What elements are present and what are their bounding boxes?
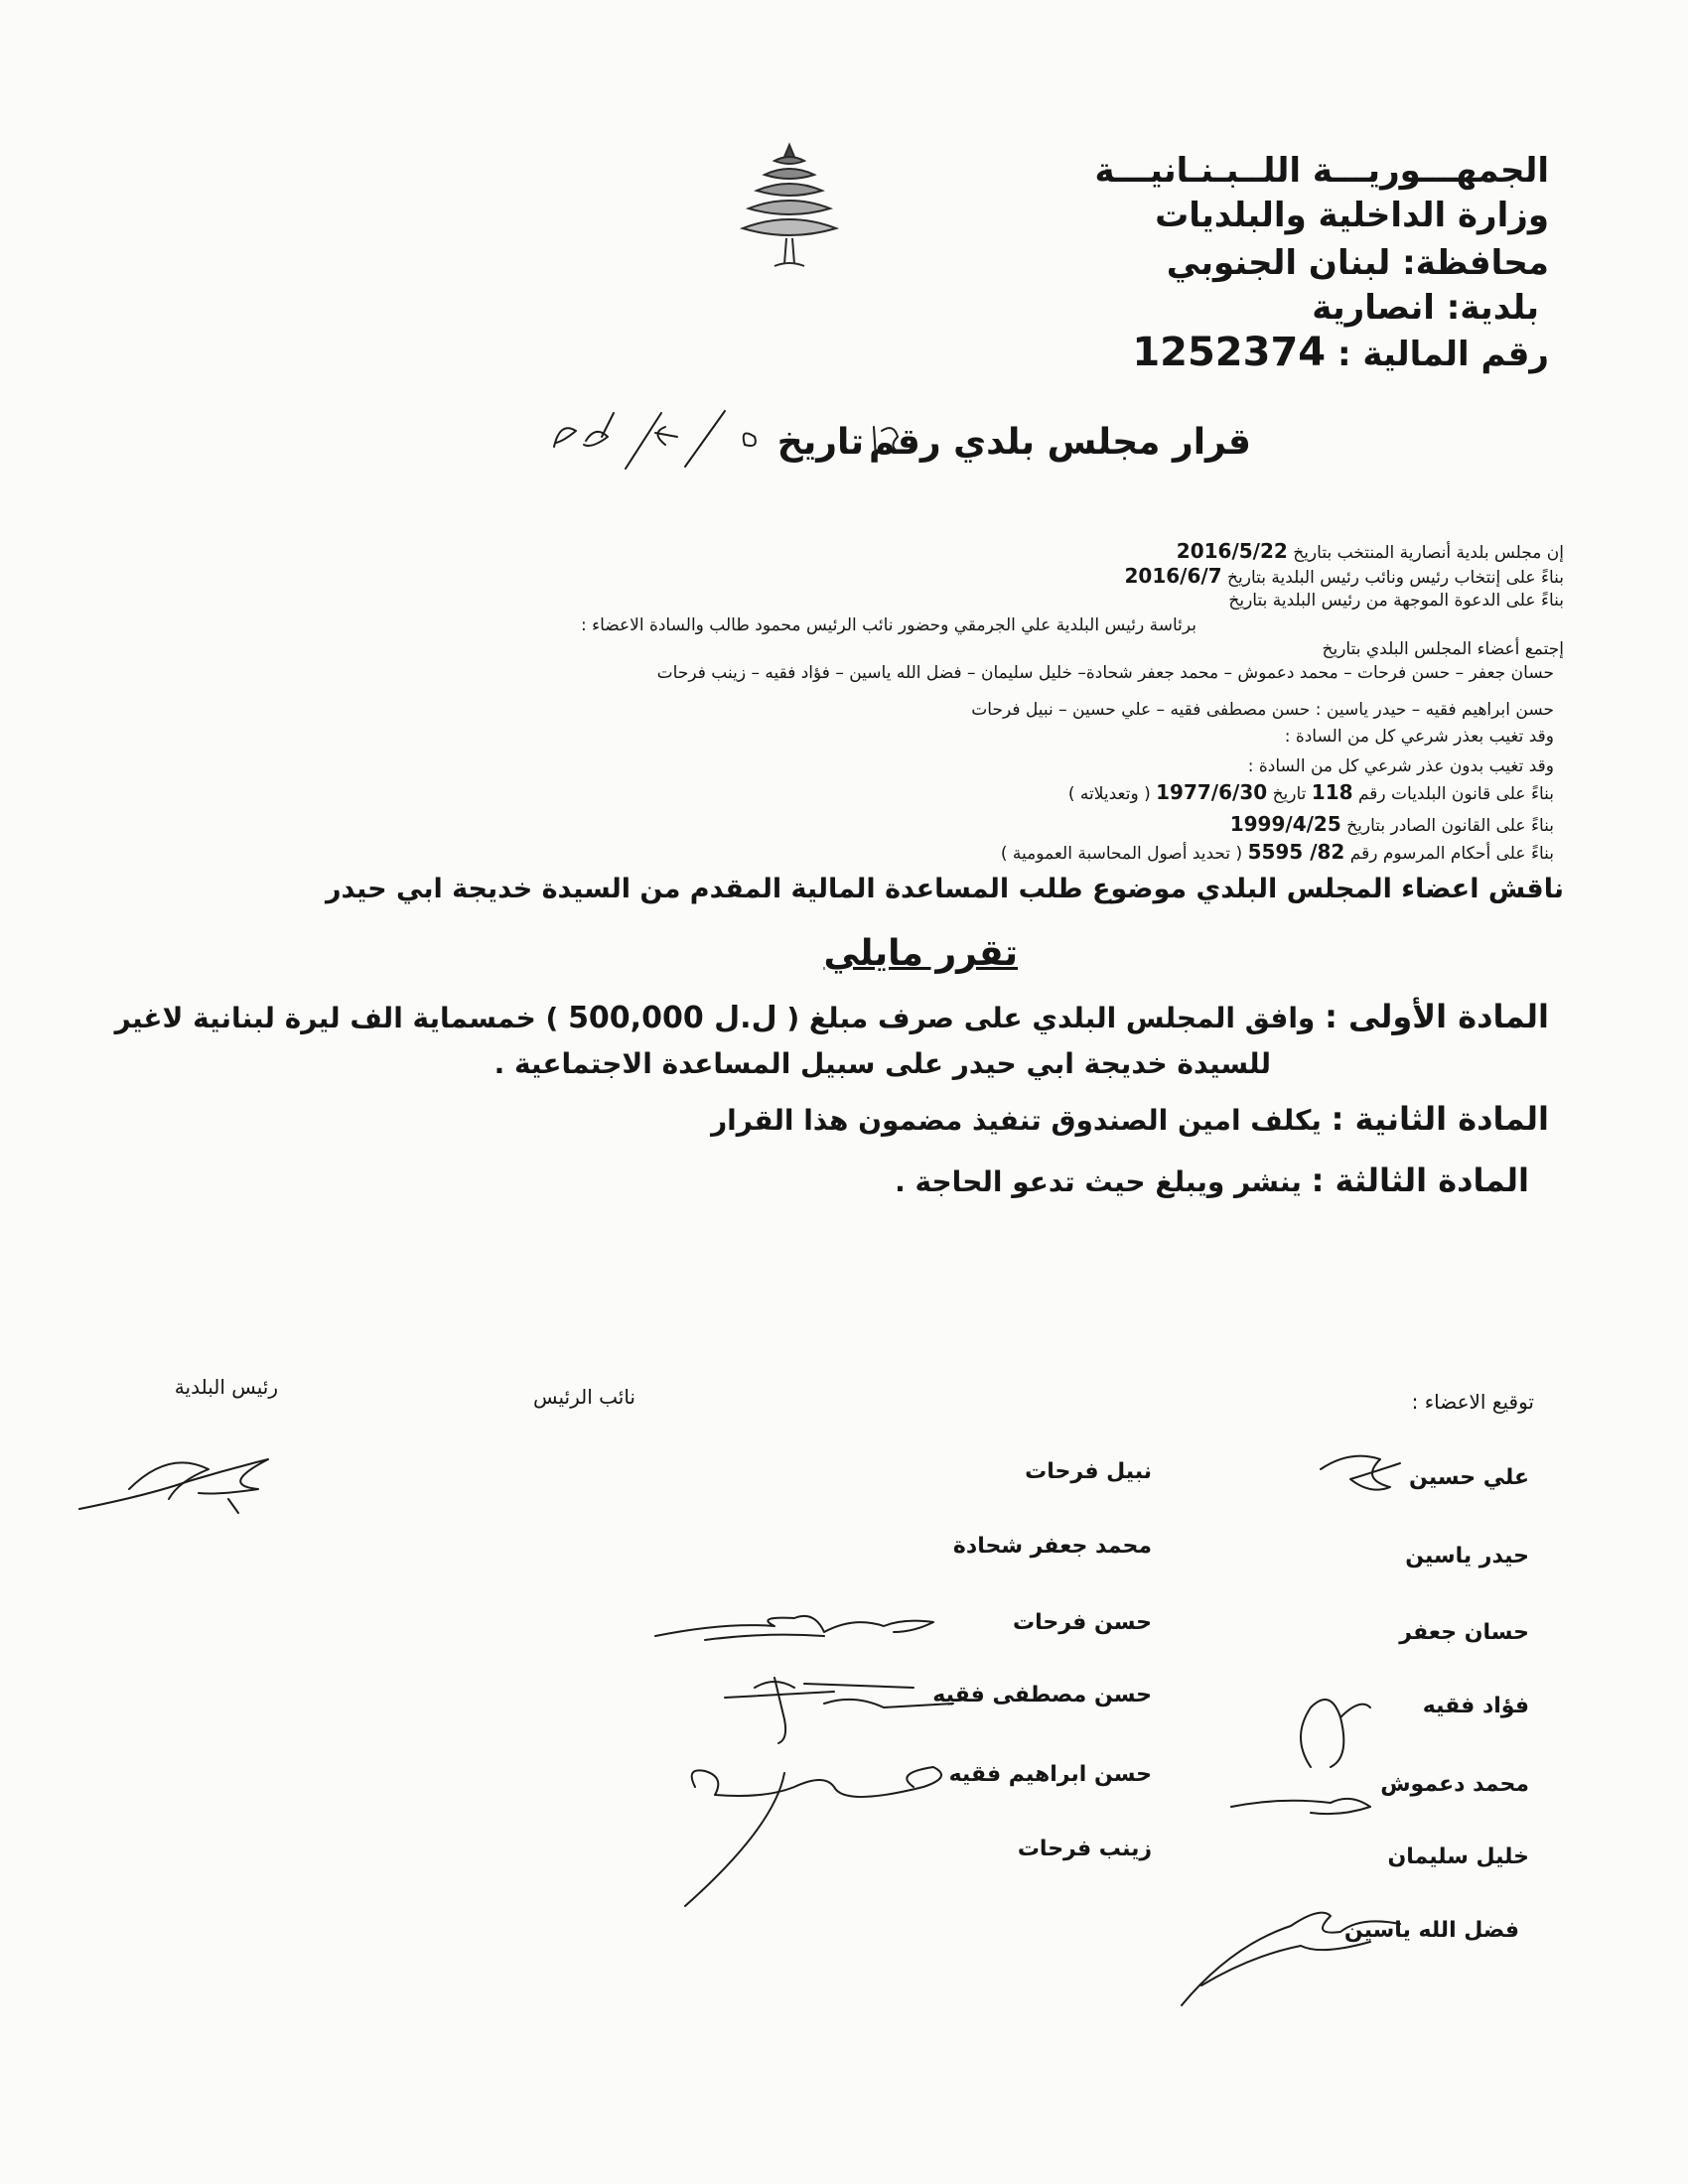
- cedar-emblem-icon: [735, 139, 844, 278]
- member-right-4: فؤاد فقيه: [1422, 1694, 1529, 1718]
- law-1-mid: تاريخ: [1272, 784, 1307, 804]
- article-2-heading: المادة الثانية :: [1331, 1100, 1549, 1138]
- header-municipality: بلدية: انصارية: [1312, 288, 1539, 328]
- article-1-post: ) خمسماية الف ليرة لبنانية لاغير: [114, 1002, 559, 1034]
- article-1-amount: 500,000 ل.ل: [568, 1001, 777, 1035]
- header-ministry: وزارة الداخلية والبلديات: [1155, 196, 1549, 235]
- preamble-line1-date: 2016/5/22: [1176, 539, 1288, 563]
- preamble-line3: بناءً على الدعوة الموجهة من رئيس البلدية بتاريخ: [1228, 591, 1564, 611]
- header-governorate: محافظة: لبنان الجنوبي: [1166, 243, 1549, 283]
- preamble-line2-date: 2016/6/7: [1124, 564, 1222, 588]
- law-1-pre: بناءً على قانون البلديات رقم: [1357, 784, 1554, 804]
- law-1: [1068, 782, 1554, 805]
- signature-fouad-faqih: [1271, 1678, 1390, 1787]
- member-left-6: زينب فرحات: [1017, 1837, 1152, 1861]
- article-1: [115, 998, 1549, 1035]
- header-republic: الجمهـــوريـــة اللــبـنـانيـــة: [1094, 151, 1549, 191]
- decides-heading: تقرر مايلي: [823, 933, 1018, 974]
- preamble-line2: [1125, 566, 1564, 589]
- law-3-num: 82/ 5595: [1247, 840, 1345, 864]
- members-present-1: حسان جعفر – حسن فرحات – محمد دعموش – محمد جعفر شحادة– خليل سليمان – فضل الله ياسين – فؤاد فقيه – زينب فرحات: [656, 663, 1554, 683]
- member-left-2: محمد جعفر شحادة: [952, 1534, 1152, 1559]
- handwritten-date: [546, 397, 794, 477]
- discussion-text: ناقش اعضاء المجلس البلدي موضوع طلب المساعدة المالية المقدم من السيدة خديجة ابي حيدر: [326, 874, 1564, 904]
- decision-title: [869, 422, 1251, 463]
- signature-hassan-farhat: [645, 1596, 963, 1656]
- law-1-num: 118: [1311, 780, 1353, 804]
- law-1-date: 1977/6/30: [1156, 780, 1268, 804]
- law-2-pre: بناءً على القانون الصادر بتاريخ: [1346, 816, 1554, 836]
- article-2: [711, 1100, 1549, 1138]
- members-present-2: حسن ابراهيم فقيه – حيدر ياسين : حسن مصطفى فقيه – علي حسين – نبيل فرحات: [971, 700, 1554, 720]
- law-3-post: ( تحديد أصول المحاسبة العمومية ): [1000, 844, 1243, 864]
- decision-title-label: قرار مجلس بلدي رقم: [869, 422, 1251, 463]
- law-2-date: 1999/4/25: [1229, 812, 1341, 836]
- article-1-heading: المادة الأولى :: [1325, 998, 1549, 1035]
- member-right-6: خليل سليمان: [1387, 1844, 1529, 1869]
- law-3: [1001, 842, 1554, 865]
- article-2-text: يكلف امين الصندوق تنفيذ مضمون هذا القرار: [711, 1104, 1322, 1137]
- absent-excused: وقد تغيب بعذر شرعي كل من السادة :: [1284, 727, 1554, 747]
- law-1-post: ( وتعديلاته ): [1067, 784, 1151, 804]
- signature-hassan-mustafa: [715, 1658, 973, 1747]
- mayor-label: رئيس البلدية: [174, 1375, 278, 1399]
- absent-unexcused: وقد تغيب بدون عذر شرعي كل من السادة :: [1247, 756, 1554, 776]
- member-left-3: حسن فرحات: [1012, 1610, 1152, 1635]
- law-2: [1230, 814, 1554, 837]
- mayor-signature: [70, 1430, 298, 1519]
- article-1-line2: للسيدة خديجة ابي حيدر على سبيل المساعدة الاجتماعية .: [493, 1047, 1271, 1080]
- member-left-5: حسن ابراهيم فقيه: [948, 1762, 1152, 1787]
- signature-mohammad-damoush: [1221, 1777, 1390, 1827]
- member-left-4: حسن مصطفى فقيه: [932, 1683, 1152, 1707]
- decision-date-label: تاريخ: [776, 422, 864, 463]
- member-right-7: فضل الله ياسين: [1343, 1918, 1519, 1943]
- finance-label: رقم المالية :: [1336, 335, 1549, 374]
- members-signature-label: توقيع الاعضاء :: [1411, 1390, 1534, 1414]
- preamble-line5: إجتمع أعضاء المجلس البلدي بتاريخ: [1322, 639, 1564, 659]
- article-3-text: ينشر ويبلغ حيث تدعو الحاجة .: [895, 1165, 1302, 1198]
- signature-ali-hussein: [1311, 1439, 1410, 1499]
- article-3: [895, 1161, 1529, 1199]
- member-right-3: حسان جعفر: [1399, 1620, 1529, 1645]
- preamble-line4: برئاسة رئيس البلدية علي الجرمقي وحضور نائب الرئيس محمود طالب والسادة الاعضاء :: [580, 615, 1196, 635]
- preamble-line1: [1177, 541, 1564, 564]
- article-3-heading: المادة الثالثة :: [1311, 1161, 1529, 1199]
- member-right-1: علي حسين: [1409, 1465, 1529, 1490]
- member-left-1: نبيل فرحات: [1025, 1459, 1152, 1484]
- member-right-5: محمد دعموش: [1380, 1772, 1529, 1797]
- law-3-pre: بناءً على أحكام المرسوم رقم: [1349, 844, 1554, 864]
- signature-hassan-ibrahim: [675, 1747, 973, 1916]
- finance-value: 1252374: [1132, 330, 1327, 375]
- preamble-line2-text: بناءً على إنتخاب رئيس ونائب رئيس البلدية بتاريخ: [1227, 568, 1564, 588]
- handwritten-decision-number: [864, 417, 914, 467]
- finance-number: [1132, 330, 1549, 375]
- signature-fadlallah-yassin: [1172, 1886, 1410, 2015]
- member-right-2: حيدر ياسين: [1405, 1544, 1529, 1569]
- article-1-pre: وافق المجلس البلدي على صرف مبلغ (: [786, 1002, 1316, 1034]
- deputy-label: نائب الرئيس: [532, 1385, 635, 1409]
- preamble-line1-text: إن مجلس بلدية أنصارية المنتخب بتاريخ: [1293, 543, 1564, 563]
